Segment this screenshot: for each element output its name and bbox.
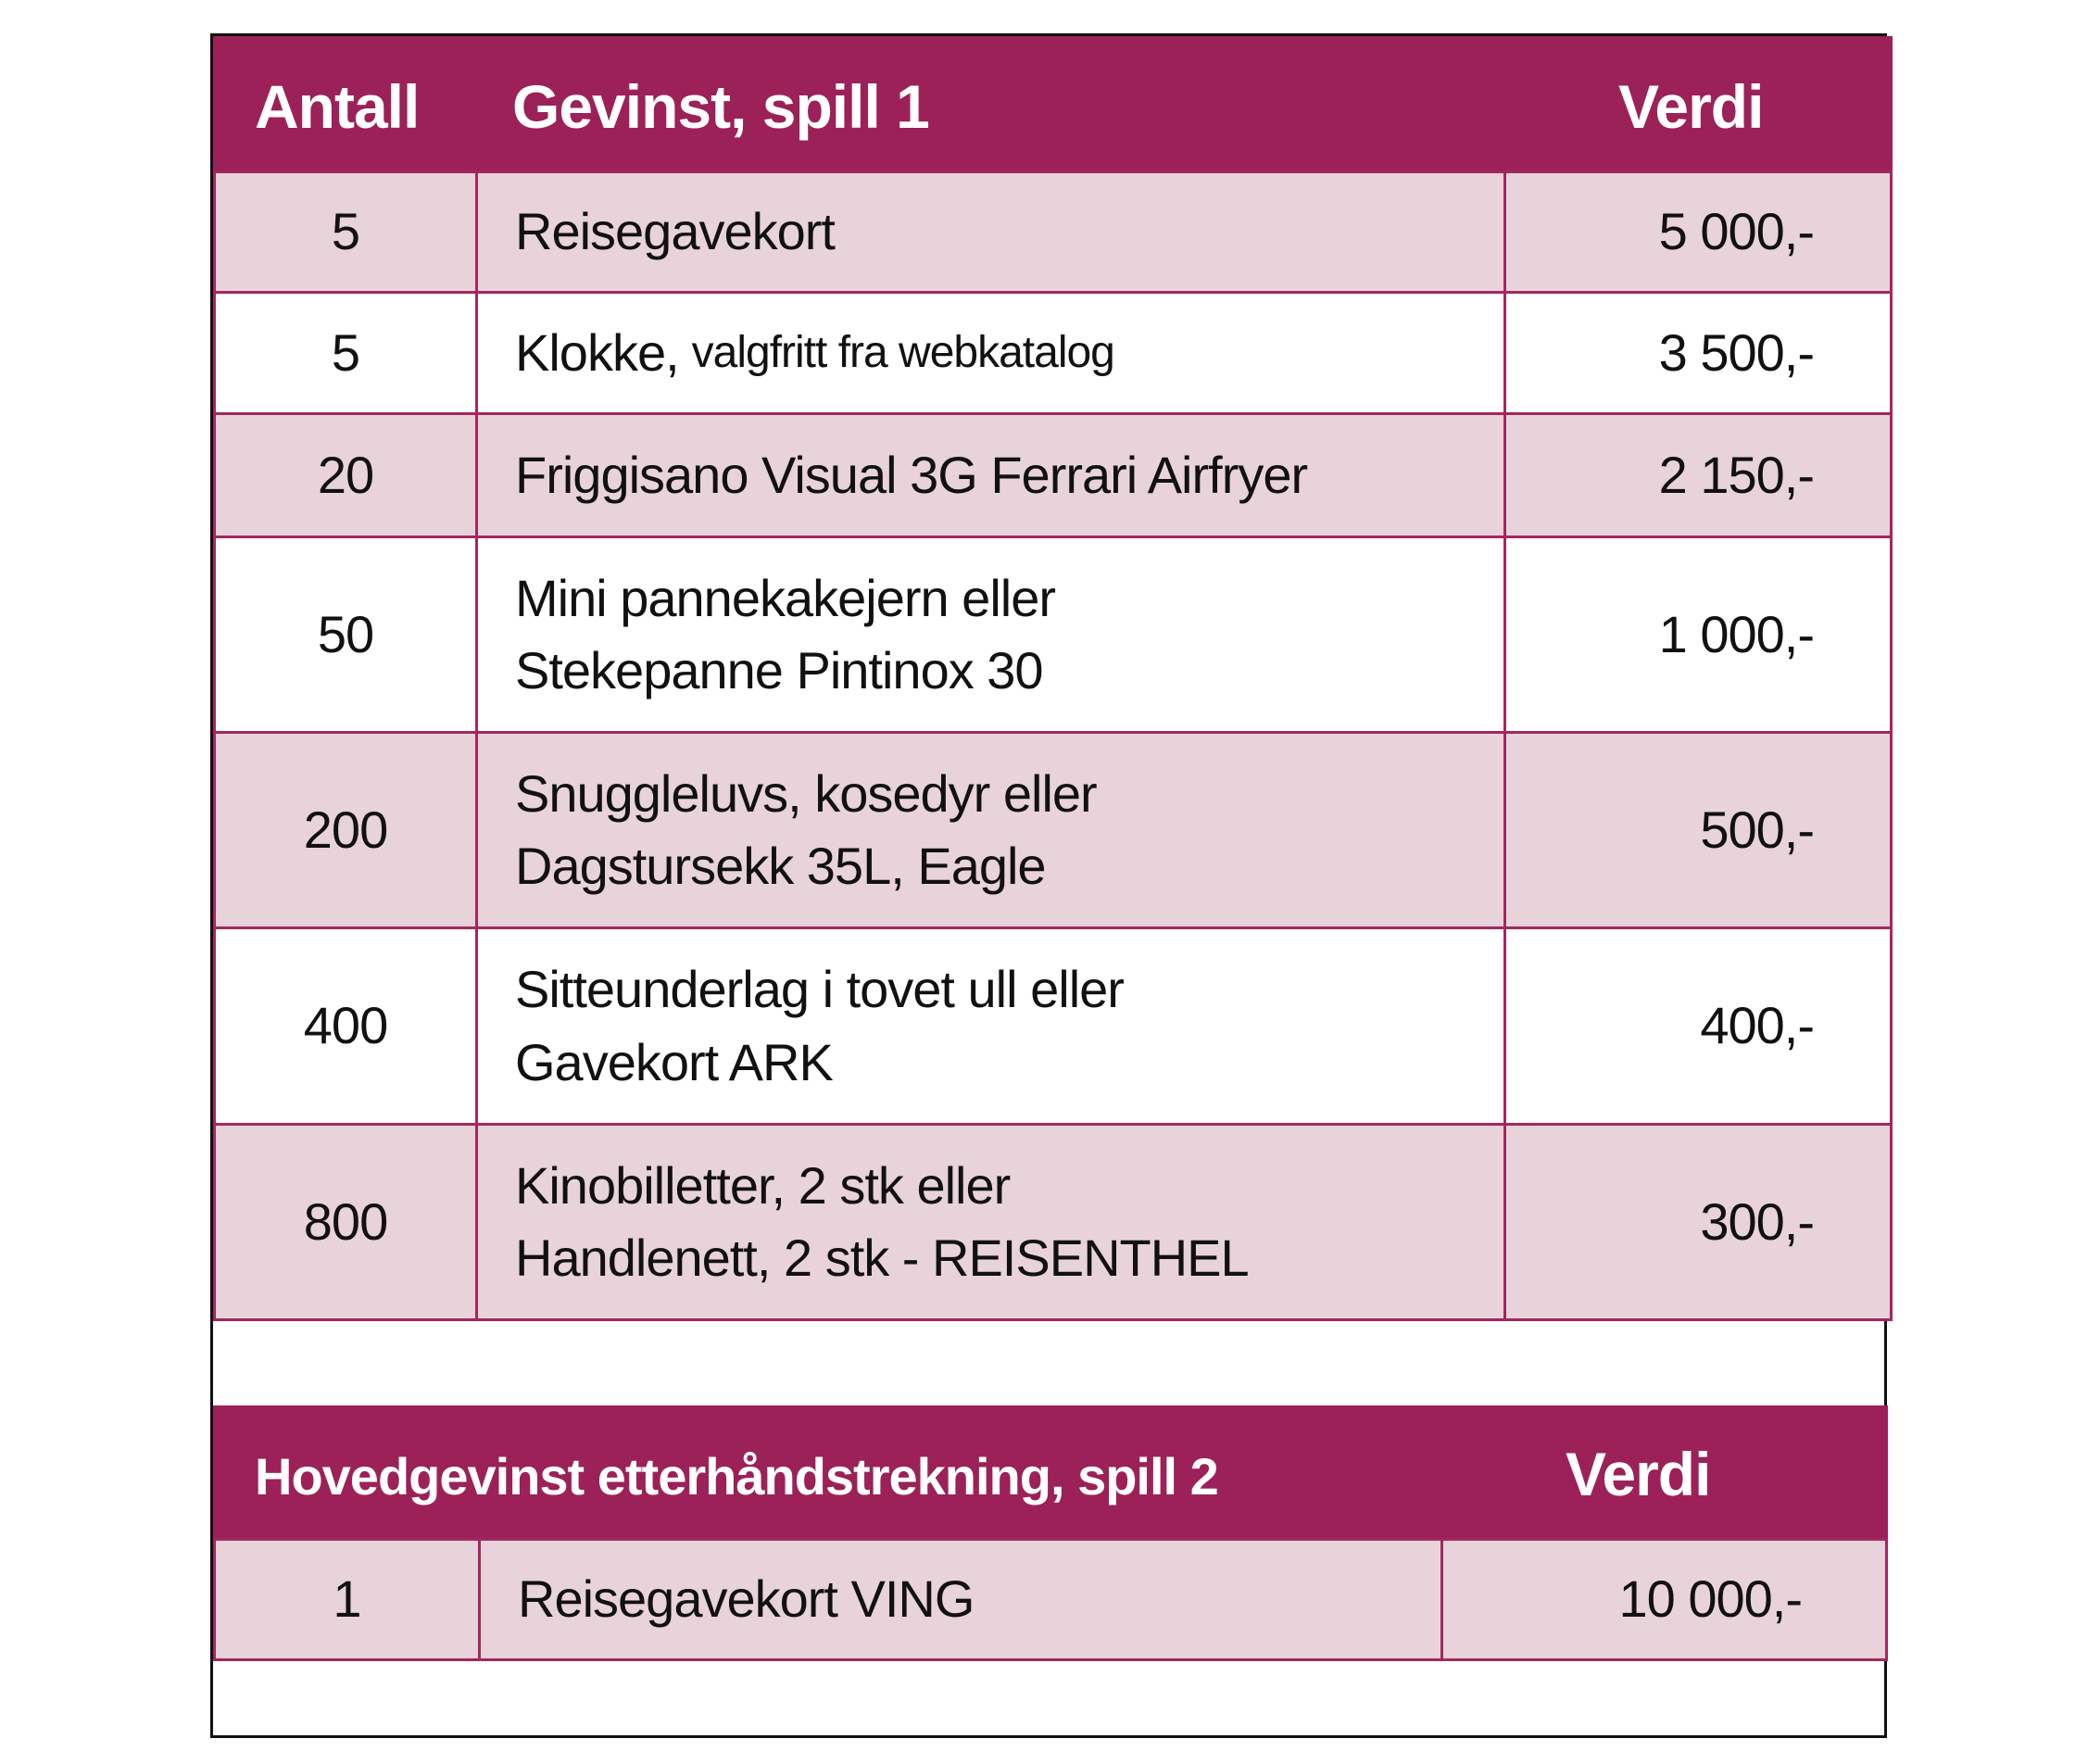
count-cell: 400 [213, 926, 478, 1126]
value-cell: 5 000,- [1503, 170, 1893, 294]
prize-cell: Reisegavekort VING [478, 1538, 1443, 1661]
count-cell: 20 [213, 412, 478, 538]
count-cell: 1 [213, 1538, 481, 1661]
value-cell: 400,- [1503, 926, 1893, 1126]
prize-cell [475, 291, 1506, 415]
prize-cell [475, 731, 1506, 929]
count-cell: 5 [213, 170, 478, 294]
header-prize: Gevinst, spill 1 [512, 72, 929, 141]
prize-note: valgfritt fra webkatalog [691, 328, 1114, 378]
prize-line-2: Stekepanne Pintinox 30 [515, 641, 1043, 699]
count-cell: 200 [213, 731, 478, 929]
prize-name: Reisegavekort [515, 202, 835, 261]
prize-cell [475, 1123, 1506, 1321]
count-cell: 5 [213, 291, 478, 415]
value-cell: 500,- [1503, 731, 1893, 929]
count-cell: 800 [213, 1123, 478, 1321]
value-cell: 1 000,- [1503, 536, 1893, 734]
value-cell: 10 000,- [1440, 1538, 1888, 1661]
prize-line-2: Handlenett, 2 stk - REISENTHEL [515, 1228, 1249, 1287]
prize-cell [475, 412, 1506, 538]
table1-header [213, 36, 1893, 172]
count-cell: 50 [213, 536, 478, 734]
prize-line-1: Mini pannekakejern eller [515, 568, 1056, 627]
value-cell: 3 500,- [1503, 291, 1893, 415]
prize-line-2: Dagstursekk 35L, Eagle [515, 837, 1046, 895]
header-value: Verdi [1618, 72, 1764, 141]
prize-line-1: Kinobilletter, 2 stk eller [515, 1155, 1011, 1215]
prize-cell [475, 926, 1506, 1126]
prize-line-2: Gavekort ARK [515, 1032, 833, 1091]
value-cell: 2 150,- [1503, 412, 1893, 538]
prize-name: Klokke, [515, 322, 679, 382]
prize-line-1: Sitteunderlag i tovet ull eller [515, 960, 1124, 1019]
header-count: Antall [255, 72, 420, 141]
header2-prize: Hovedgevinst etterhåndstrekning, spill 2 [255, 1447, 1218, 1506]
table2-header [213, 1405, 1888, 1541]
value-cell: 300,- [1503, 1123, 1893, 1321]
prize-line-1: Snuggleluvs, kosedyr eller [515, 763, 1097, 823]
header2-value: Verdi [1566, 1440, 1711, 1508]
prize-cell [475, 536, 1506, 734]
prize-name: Friggisano Visual 3G Ferrari Airfryer [515, 445, 1308, 504]
prize-cell [475, 170, 1506, 294]
